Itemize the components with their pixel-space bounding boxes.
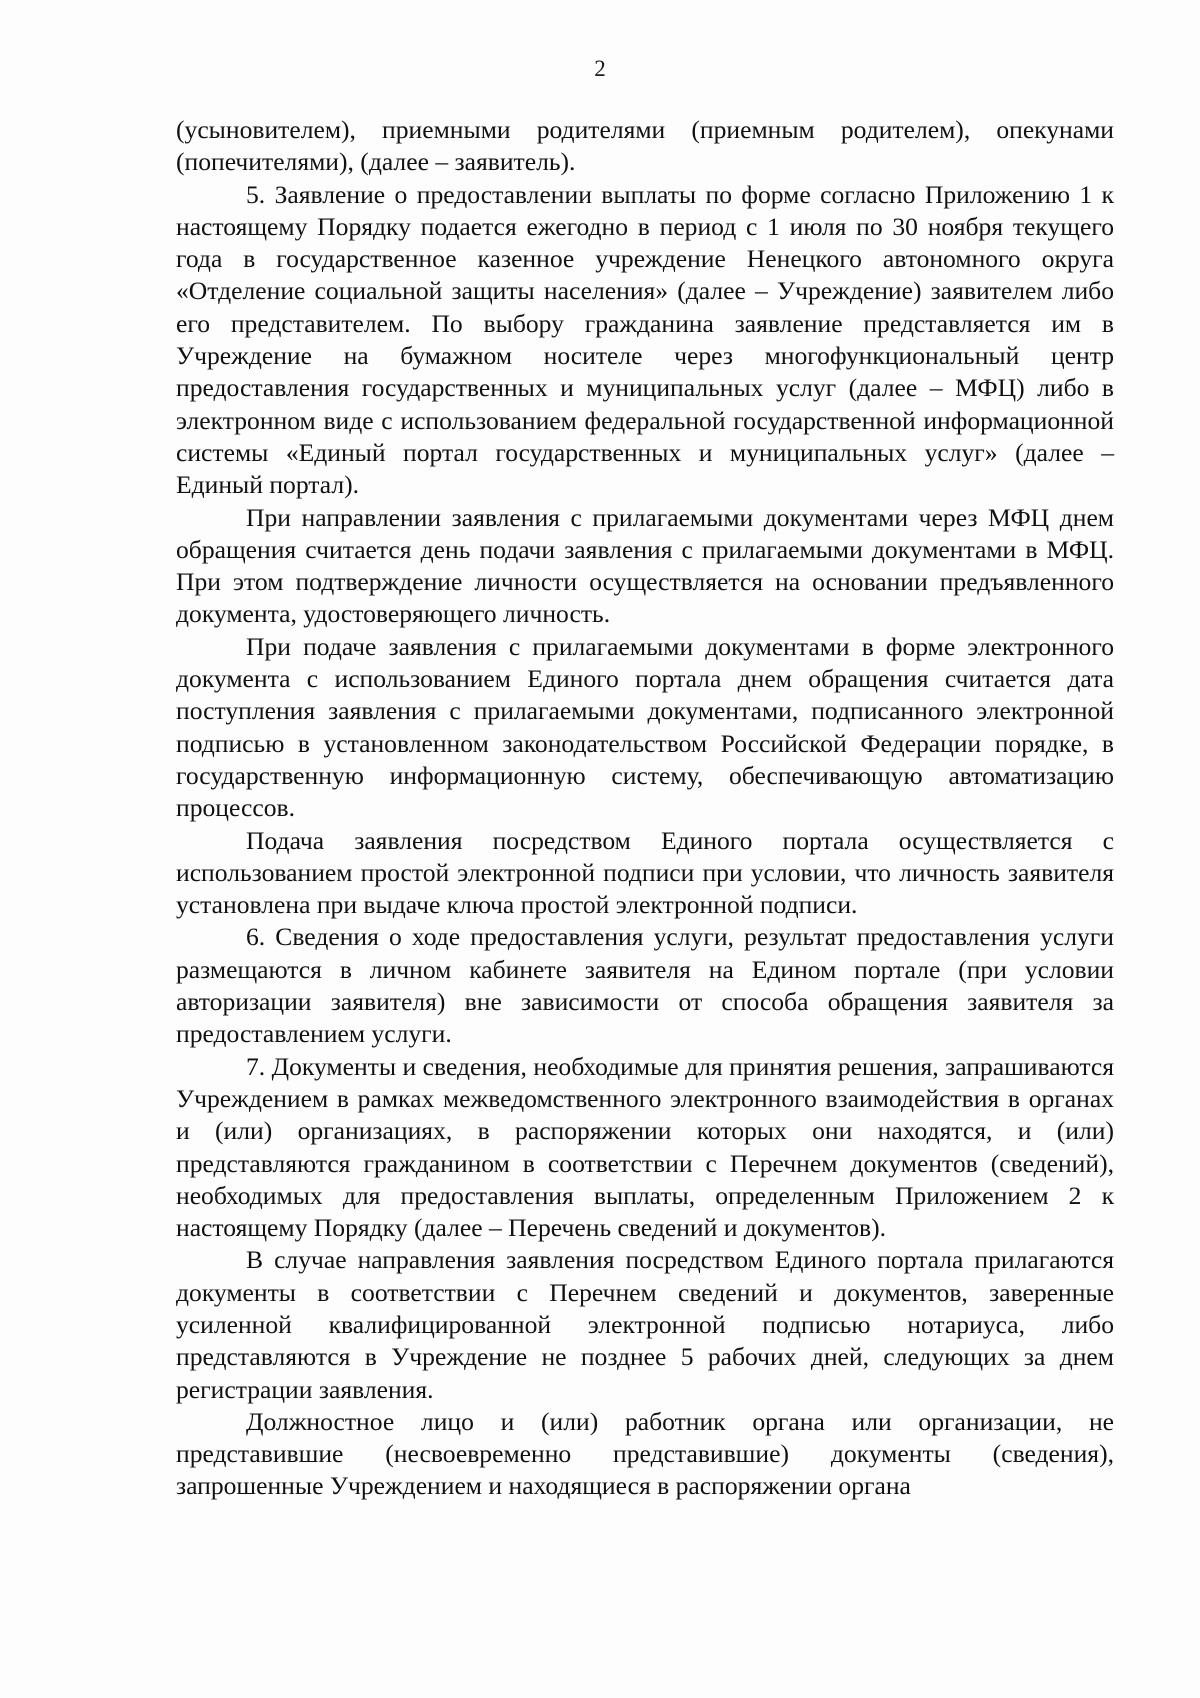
paragraph-item-7: 7. Документы и сведения, необходимые для принятия решения, запрашиваются Учреждением в рамках межведомственного электронного взаимодействия в органах и (или) организациях, в распоряжении которых они находятся, и (или) представляются гражданином в соответствии с Перечнем документов (сведений), необходимых для предоставления выплаты, определенным Приложением 2 к настоящему Порядку (далее – Перечень сведений и документов). — [176, 1051, 1114, 1243]
paragraph-electronic-submission: При подаче заявления с прилагаемыми документами в форме электронного документа с использованием Единого портала днем обращения считается дата поступления заявления с прилагаемыми документами, подписанного электронной подписью в установленном законодательством Российской Федерации порядке, в государственную информационную систему, обеспечивающую автоматизацию процессов. — [176, 631, 1114, 823]
paragraph-simple-signature: Подача заявления посредством Единого портала осуществляется с использованием простой электронной подписи при условии, что личность заявителя установлена при выдаче ключа простой электронной подписи. — [176, 825, 1114, 920]
paragraph-item-6: 6. Сведения о ходе предоставления услуги, результат предоставления услуги размещаются в личном кабинете заявителя на Едином портале (при условии авторизации заявителя) вне зависимости от способа обращения заявителя за предоставлением услуги. — [176, 922, 1114, 1049]
paragraph-official-responsibility: Должностное лицо и (или) работник органа или организации, не представившие (несвоевременно представившие) документы (сведения), запрошенные Учреждением и находящиеся в распоряжении органа — [176, 1406, 1114, 1501]
document-body — [176, 114, 1114, 1503]
paragraph-continuation: (усыновителем), приемными родителями (приемным родителем), опекунами (попечителями), (далее – заявитель). — [176, 115, 1114, 177]
paragraph-portal-documents: В случае направления заявления посредством Единого портала прилагаются документы в соответствии с Перечнем сведений и документов, заверенные усиленной квалифицированной электронной подписью нотариуса, либо представляются в Учреждение не позднее 5 рабочих дней, следующих за днем регистрации заявления. — [176, 1245, 1114, 1404]
paragraph-mfc-submission: При направлении заявления с прилагаемыми документами через МФЦ днем обращения считается день подачи заявления с прилагаемыми документами в МФЦ. При этом подтверждение личности осуществляется на основании предъявленного документа, удостоверяющего личность. — [176, 502, 1114, 629]
paragraph-item-5: 5. Заявление о предоставлении выплаты по форме согласно Приложению 1 к настоящему Порядку подается ежегодно в период с 1 июля по 30 ноября текущего года в государственное казенное учреждение Ненецкого автономного округа «Отделение социальной защиты населения» (далее – Учреждение) заявителем либо его представителем. По выбору гражданина заявление представляется им в Учреждение на бумажном носителе через многофункциональный центр предоставления государственных и муниципальных услуг (далее – МФЦ) либо в электронном виде с использованием федеральной государственной информационной системы «Единый портал государственных и муниципальных услуг» (далее – Единый портал). — [176, 179, 1114, 500]
page-number: 2 — [594, 56, 606, 81]
